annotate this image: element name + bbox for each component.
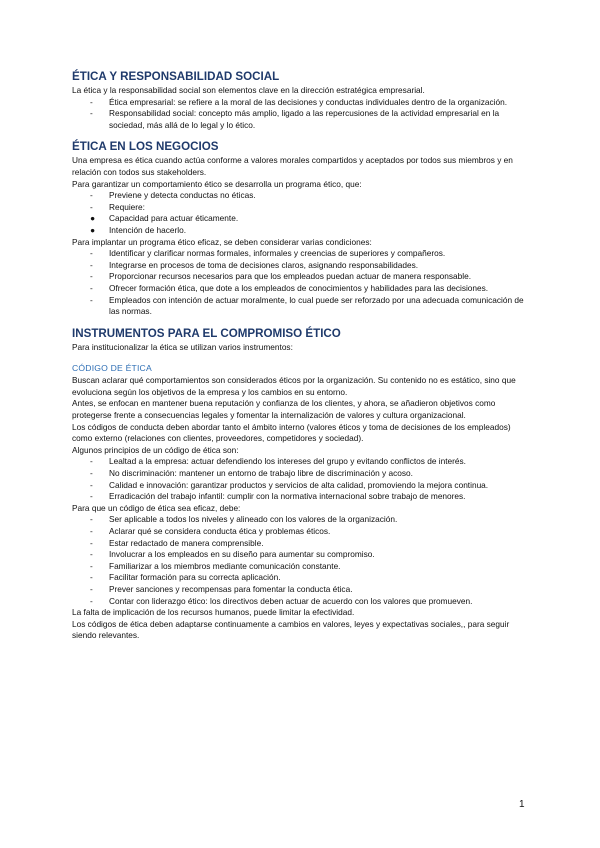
list-item: - Identificar y clarificar normas formales, informales y creencias de superiores y compañeros. — [90, 248, 446, 259]
dash-marker: - — [90, 259, 93, 270]
dash-marker: - — [90, 491, 93, 502]
dash-marker: - — [90, 108, 93, 119]
dash-marker: - — [90, 560, 93, 571]
list-item: - Requiere: — [90, 201, 145, 212]
dash-marker: - — [90, 549, 93, 560]
list-item: - Estar redactado de manera comprensible. — [90, 537, 264, 548]
list-marker: - — [90, 190, 93, 201]
section-title-etica-responsabilidad: ÉTICA Y RESPONSABILIDAD SOCIAL — [72, 70, 280, 83]
bullet-list — [72, 514, 532, 607]
list-marker: ● — [90, 213, 96, 224]
list-item: - Empleados con intención de actuar moralmente, lo cual puede ser reforzado por una adecuada comunicación de las normas. — [90, 294, 524, 317]
paragraph: Para garantizar un comportamiento ético se desarrolla un programa ético, que: — [72, 178, 362, 189]
list-item: - No discriminación: mantener un entorno de trabajo libre de discriminación y acoso. — [90, 468, 413, 479]
paragraph: Buscan aclarar qué comportamientos son considerados éticos por la organización. Su contenido no es estático, sino que evoluciona según los objetivos de la empresa y los cambios en su entorno. — [72, 375, 516, 397]
list-item: - Familiarizar a los miembros mediante comunicación constante. — [90, 560, 341, 571]
list-item: - Ofrecer formación ética, que dote a los empleados de conocimientos y habilidades para las decisiones. — [90, 282, 489, 293]
list-item: - Calidad e innovación: garantizar productos y servicios de alta calidad, promoviendo la mejora continua. — [90, 479, 489, 490]
paragraph: Para que un código de ética sea eficaz, debe: — [72, 502, 241, 513]
page-number: 1 — [519, 799, 525, 810]
paragraph: Para implantar un programa ético eficaz, se deben considerar varias condiciones: — [72, 236, 372, 247]
paragraph: Una empresa es ética cuando actúa conforme a valores morales compartidos y aceptados por todos sus miembros y en relación con todos sus stakeholders. — [72, 155, 513, 177]
list-item: - Aclarar qué se considera conducta ética y problemas éticos. — [90, 526, 331, 536]
dash-marker: - — [90, 96, 93, 107]
list-marker: - — [90, 201, 93, 212]
paragraph: Algunos principios de un código de ética son: — [72, 444, 239, 455]
list-item: - Contar con liderazgo ético: los directivos deben actuar de acuerdo con los valores que promueven. — [90, 595, 473, 606]
dash-marker: - — [90, 294, 93, 305]
list-item: - Proporcionar recursos necesarios para que los empleados puedan actuar de manera responsable. — [90, 271, 472, 282]
section-intro: Para institucionalizar la ética se utilizan varios instrumentos: — [72, 341, 293, 352]
paragraph: Antes, se enfocan en mantener buena reputación y confianza de los clientes, y ahora, se añadieron objetivos como protegerse frente a consecuencias legales y fomentar la internalización de valores y cultura organizacional. — [72, 398, 496, 421]
list-item: - Prever sanciones y recompensas para fomentar la conducta ética. — [90, 583, 353, 594]
dash-marker: - — [90, 514, 93, 525]
dash-marker: - — [90, 282, 93, 293]
bullet-list — [72, 456, 532, 502]
list-item: - Facilitar formación para su correcta aplicación. — [90, 572, 281, 583]
dash-marker: - — [90, 572, 93, 583]
list-marker: ● — [90, 224, 96, 235]
list-item: ● Capacidad para actuar éticamente. — [90, 213, 239, 224]
list-item: - Ética empresarial: se refiere a la moral de las decisiones y conductas individuales dentro de la organización. — [90, 96, 508, 107]
bullet-list — [72, 97, 532, 132]
subsection-title-codigo-etica: CÓDIGO DE ÉTICA — [72, 363, 152, 374]
paragraph: Los códigos de conducta deben abordar tanto el ámbito interno (valores éticos y toma de decisiones de los empleados) como externo (relaciones con clientes, proveedores, competidores y sociedad). — [72, 421, 511, 444]
bullet-list — [72, 248, 532, 318]
dash-marker: - — [90, 537, 93, 548]
list-item: - Previene y detecta conductas no éticas. — [90, 190, 256, 201]
dash-marker: - — [90, 271, 93, 282]
dash-marker: - — [90, 468, 93, 479]
dash-marker: - — [90, 456, 93, 467]
section-title-etica-negocios: ÉTICA EN LOS NEGOCIOS — [72, 140, 219, 154]
dash-marker: - — [90, 583, 93, 594]
dash-marker: - — [90, 248, 93, 259]
dash-marker: - — [90, 526, 93, 536]
list-item: - Responsabilidad social: concepto más amplio, ligado a las repercusiones de la actividad empresarial en la sociedad, más allá de lo legal y lo ético. — [90, 108, 500, 130]
bullet-list — [72, 190, 532, 236]
section-intro: La ética y la responsabilidad social son elementos clave en la dirección estratégica empresarial. — [72, 85, 425, 95]
dash-marker: - — [90, 595, 93, 606]
paragraph: La falta de implicación de los recursos humanos, puede limitar la efectividad. — [72, 607, 355, 618]
dash-marker: - — [90, 479, 93, 490]
list-item: - Integrarse en procesos de toma de decisiones claros, asignando responsabilidades. — [90, 259, 419, 270]
list-item: - Lealtad a la empresa: actuar defendiendo los intereses del grupo y evitando conflictos de interés. — [90, 456, 466, 467]
list-item: - Erradicación del trabajo infantil: cumplir con la normativa internacional sobre trabajo de menores. — [90, 491, 466, 502]
section-title-instrumentos: INSTRUMENTOS PARA EL COMPROMISO ÉTICO — [72, 326, 341, 340]
paragraph: Los códigos de ética deben adaptarse continuamente a cambios en valores, leyes y expectativas sociales,, para seguir siendo relevantes. — [72, 618, 510, 641]
document-page — [72, 70, 532, 642]
list-item: - Involucrar a los empleados en su diseño para aumentar su compromiso. — [90, 549, 375, 560]
list-item: - Ser aplicable a todos los niveles y alineado con los valores de la organización. — [90, 514, 398, 525]
list-item: ● Intención de hacerlo. — [90, 224, 187, 235]
